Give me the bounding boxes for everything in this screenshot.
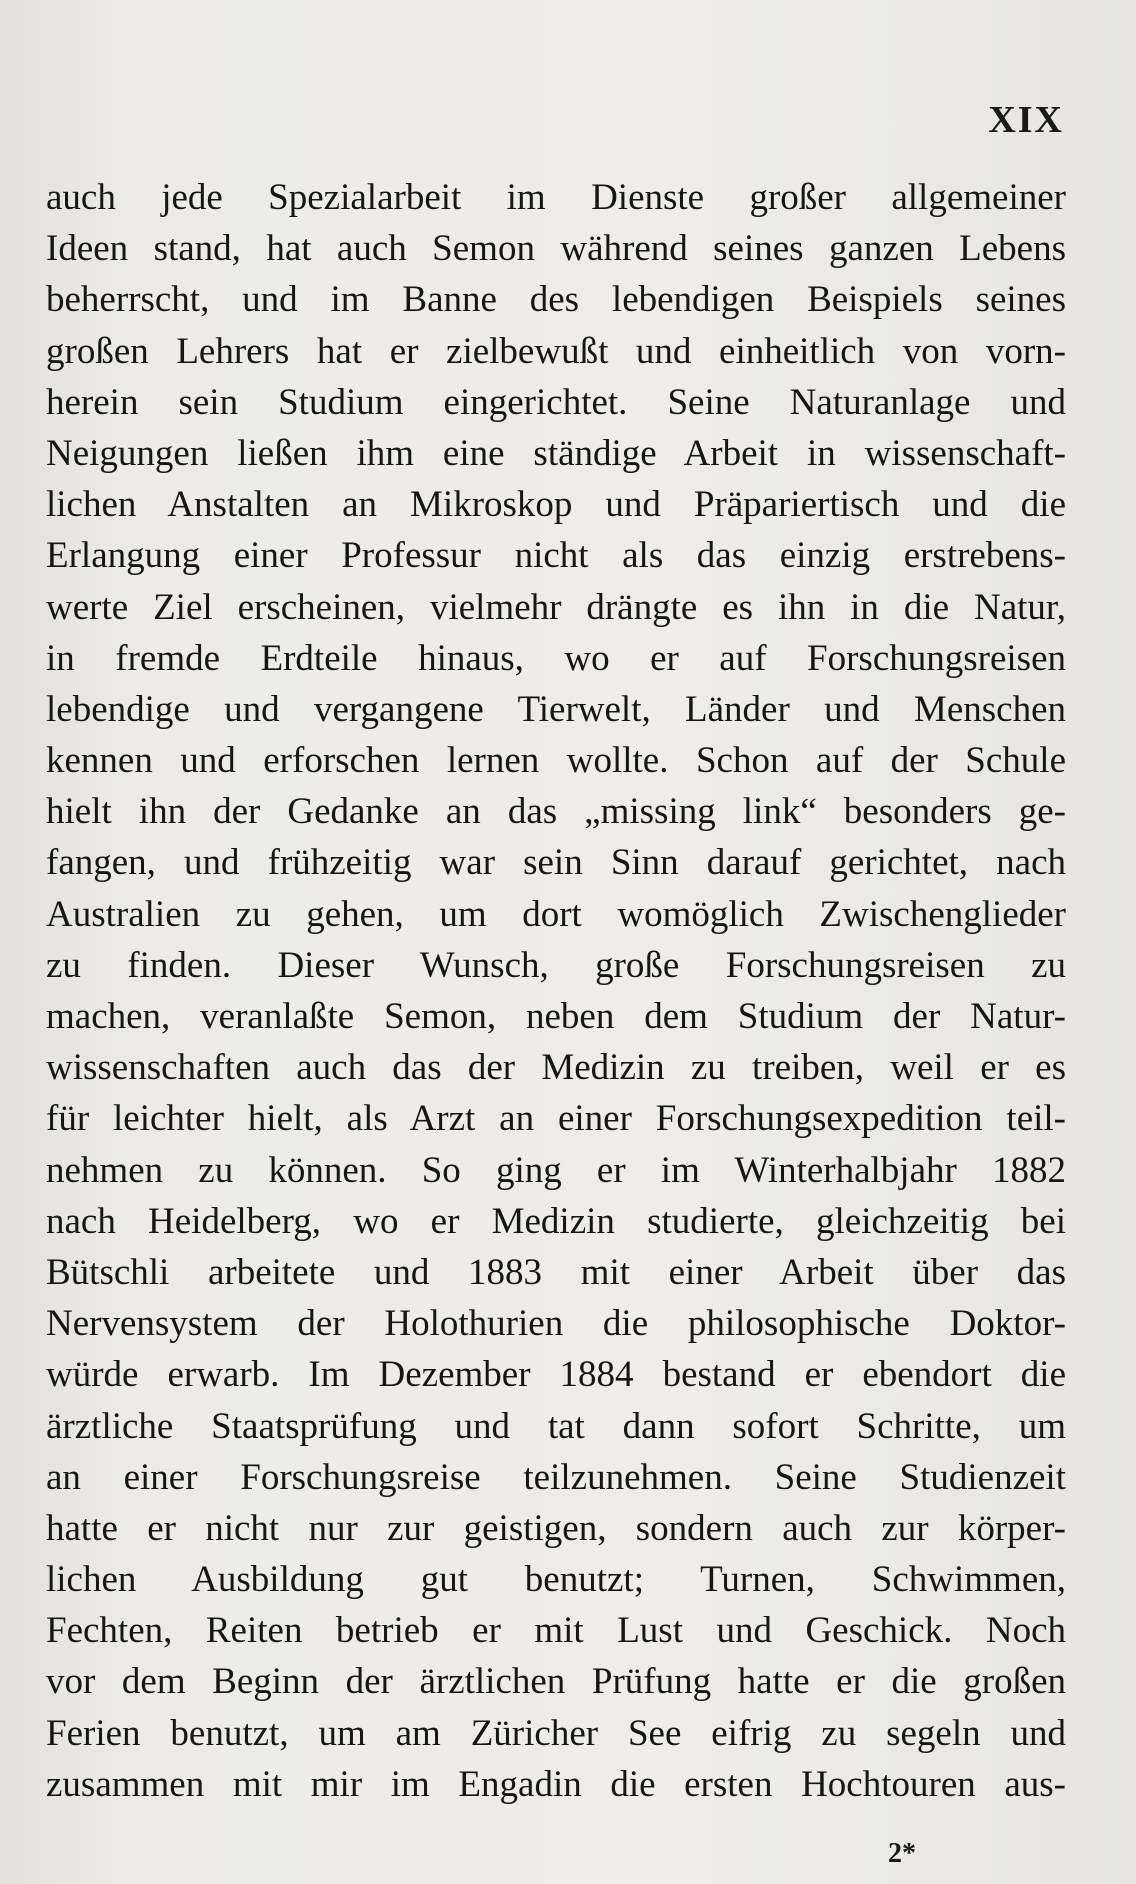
- text-line: Bütschli arbeitete und 1883 mit einer Arbeit über das: [46, 1251, 1066, 1293]
- text-line: zusammen mit mir im Engadin die ersten Hochtouren aus-: [46, 1763, 1066, 1805]
- text-line: Ferien benutzt, um am Züricher See eifrig zu segeln und: [46, 1712, 1066, 1754]
- text-line: Erlangung einer Professur nicht als das einzig erstrebens-: [46, 535, 1066, 577]
- text-line: in fremde Erdteile hinaus, wo er auf Forschungsreisen: [46, 637, 1066, 679]
- text-line: werte Ziel erscheinen, vielmehr drängte es ihn in die Natur,: [46, 586, 1066, 628]
- text-line: an einer Forschungsreise teilzunehmen. Seine Studienzeit: [46, 1456, 1066, 1498]
- printer-signature-mark: 2*: [888, 1838, 916, 1869]
- text-line: Fechten, Reiten betrieb er mit Lust und Geschick. Noch: [46, 1610, 1066, 1652]
- text-line: machen, veranlaßte Semon, neben dem Studium der Natur-: [46, 996, 1066, 1037]
- text-line: zu finden. Dieser Wunsch, große Forschungsreisen zu: [46, 944, 1066, 986]
- text-line: ärztliche Staatsprüfung und tat dann sofort Schritte, um: [46, 1405, 1066, 1447]
- text-line: Ideen stand, hat auch Semon während seines ganzen Lebens: [46, 228, 1066, 270]
- text-line: nehmen zu können. So ging er im Winterhalbjahr 1882: [46, 1149, 1066, 1191]
- text-line: hatte er nicht nur zur geistigen, sondern auch zur körper-: [46, 1507, 1066, 1549]
- text-line: Nervensystem der Holothurien die philosophische Doktor-: [46, 1303, 1066, 1345]
- body-text: [46, 172, 1066, 1810]
- text-line: lebendige und vergangene Tierwelt, Länder und Menschen: [46, 688, 1066, 730]
- text-line: vor dem Beginn der ärztlichen Prüfung hatte er die großen: [46, 1661, 1066, 1703]
- text-line: für leichter hielt, als Arzt an einer Forschungsexpedition teil-: [46, 1098, 1066, 1140]
- text-line: nach Heidelberg, wo er Medizin studierte, gleichzeitig bei: [46, 1200, 1066, 1242]
- text-line: auch jede Spezialarbeit im Dienste großer allgemeiner: [46, 177, 1066, 218]
- text-line: Australien zu gehen, um dort womöglich Zwischenglieder: [46, 893, 1066, 935]
- text-line: Neigungen ließen ihm eine ständige Arbeit in wissenschaft-: [46, 432, 1066, 474]
- text-line: hielt ihn der Gedanke an das „missing link“ besonders ge-: [46, 791, 1066, 833]
- text-line: lichen Anstalten an Mikroskop und Präpariertisch und die: [46, 484, 1066, 526]
- text-line: wissenschaften auch das der Medizin zu treiben, weil er es: [46, 1047, 1066, 1089]
- text-line: kennen und erforschen lernen wollte. Schon auf der Schule: [46, 740, 1066, 782]
- text-line: herein sein Studium eingerichtet. Seine Naturanlage und: [46, 381, 1066, 423]
- text-line: beherrscht, und im Banne des lebendigen Beispiels seines: [46, 279, 1066, 321]
- text-line: würde erwarb. Im Dezember 1884 bestand er ebendort die: [46, 1354, 1066, 1396]
- page-number: XIX: [988, 99, 1064, 141]
- text-line: lichen Ausbildung gut benutzt; Turnen, Schwimmen,: [46, 1559, 1066, 1601]
- text-line: fangen, und frühzeitig war sein Sinn darauf gerichtet, nach: [46, 842, 1066, 884]
- text-line: großen Lehrers hat er zielbewußt und einheitlich von vorn-: [46, 330, 1066, 372]
